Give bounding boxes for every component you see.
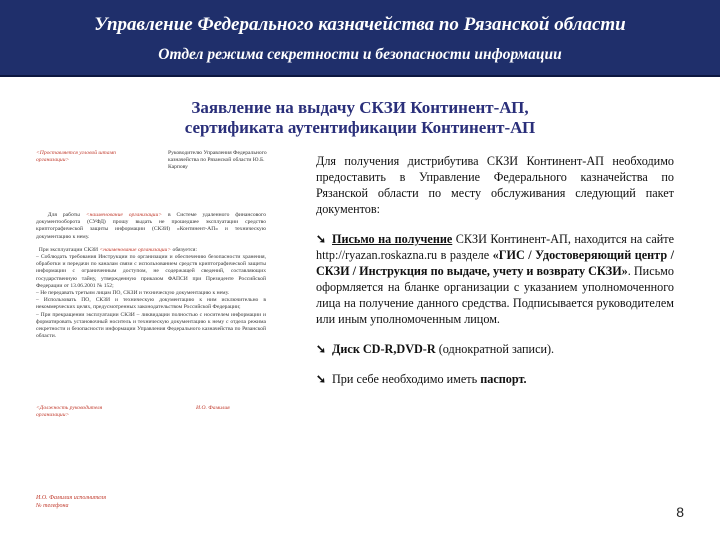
bullet-letter-section: «ГИС / Удостоверяющий центр / СКЗИ / Инструкция по выдаче, учету и возврату СКЗИ» xyxy=(316,248,674,278)
bullet-letter-title: Письмо на получение xyxy=(332,232,453,246)
doc-addressee: Руководителю Управления Федерального казначейства по Рязанской области Ю.Б. Карпову xyxy=(168,150,267,171)
bullet-letter xyxy=(316,231,674,327)
header-subtitle: Отдел режима секретности и безопасности информации xyxy=(158,46,562,63)
slide-title-line2: сертификата аутентификации Континент-АП xyxy=(184,118,536,137)
doc-body xyxy=(36,212,266,340)
doc-placeholder: <наименование организации> xyxy=(99,246,172,253)
doc-footnote xyxy=(36,494,236,510)
arrow-bullet-icon: ➘ xyxy=(316,232,327,246)
doc-stamp: <Проставляется угловой штамп организации> xyxy=(36,150,116,164)
bullet-passport xyxy=(316,371,674,387)
doc-sign-position: <Должность руководителя организации> xyxy=(36,405,103,419)
doc-list-item: – Не передавать третьим лицам ПО, СКЗИ и техническую документацию к нему. xyxy=(36,290,230,297)
doc-list-item: – Использовать ПО, СКЗИ и техническую документацию к ним исключительно в некоммерческих целях, предусмотренных законодательством Российской Федерации; xyxy=(36,297,266,311)
doc-sign-name: И.О. Фамилия xyxy=(196,405,230,411)
bullet-disk-text: (однократной записи). xyxy=(435,342,555,356)
document-image xyxy=(36,150,266,425)
bullet-passport-text: При себе необходимо иметь xyxy=(332,372,481,386)
slide-header xyxy=(0,0,720,77)
page-number: 8 xyxy=(676,504,684,520)
doc-text: обязуется: xyxy=(172,246,198,253)
slide-title xyxy=(0,98,720,138)
bullet-letter-text1: СКЗИ Континент-АП, находится на сайте http://ryazan.roskazna.ru в разделе xyxy=(316,232,674,262)
bullet-disk xyxy=(316,341,674,357)
slide-title-line1: Заявление на выдачу СКЗИ Континент-АП, xyxy=(191,98,529,117)
footnote-executor: И.О. Фамилия исполнителя xyxy=(36,495,107,501)
bullet-passport-bold: паспорт. xyxy=(480,372,527,386)
doc-text: в Системе удаленного финансового документооборота (СУФД) прошу выдать не прошедшее эксплуатации средство криптографической защиты информации (СКЗИ) «Континент-АП» и техническую документацию к нему. xyxy=(36,212,266,240)
doc-list-item: – Соблюдать требования Инструкции по организации и обеспечению безопасности хранения, обработки и передачи по каналам связи с использованием средств криптографической защиты информации с ограниченным доступом, не содержащей сведений, составляющих государственную тайну, утвержденную приказом ФАПСИ при Президенте Российской Федерации от 13.06.2001 № 152; xyxy=(36,254,266,289)
header-title: Управление Федерального казначейства по Рязанской области xyxy=(94,14,626,35)
doc-text: При эксплуатации СКЗИ xyxy=(38,246,99,253)
bullet-letter-text2: . Письмо оформляется на бланке организации с указанием уполномоченного лица на получение данного средства. Подписывается руководителем или иным уполномоченным лицом. xyxy=(316,264,674,326)
doc-list-item: – При прекращении эксплуатации СКЗИ – ликвидации полностью с носителем информации и форматировать установочный носитель и техническую документацию к нему с отдела режима секретности и безопасности информации Управления Федерального казначейства по Рязанской области. xyxy=(36,311,266,340)
doc-text: Для работы xyxy=(47,212,80,218)
doc-signature xyxy=(36,405,266,419)
arrow-bullet-icon: ➘ xyxy=(316,372,327,386)
instructions-text xyxy=(316,153,674,401)
footnote-phone: № телефона xyxy=(36,503,69,509)
doc-paragraph xyxy=(36,212,266,241)
doc-placeholder: <наименование организации> xyxy=(85,212,163,218)
arrow-bullet-icon: ➘ xyxy=(316,342,327,356)
intro-paragraph: Для получения дистрибутива СКЗИ Континент-АП необходимо предоставить в Управление Федерального казначейства по Рязанской области по месту обслуживания следующий пакет документов: xyxy=(316,154,674,216)
bullet-disk-title: Диск CD-R,DVD-R xyxy=(332,342,436,356)
doc-paragraph xyxy=(36,247,266,254)
